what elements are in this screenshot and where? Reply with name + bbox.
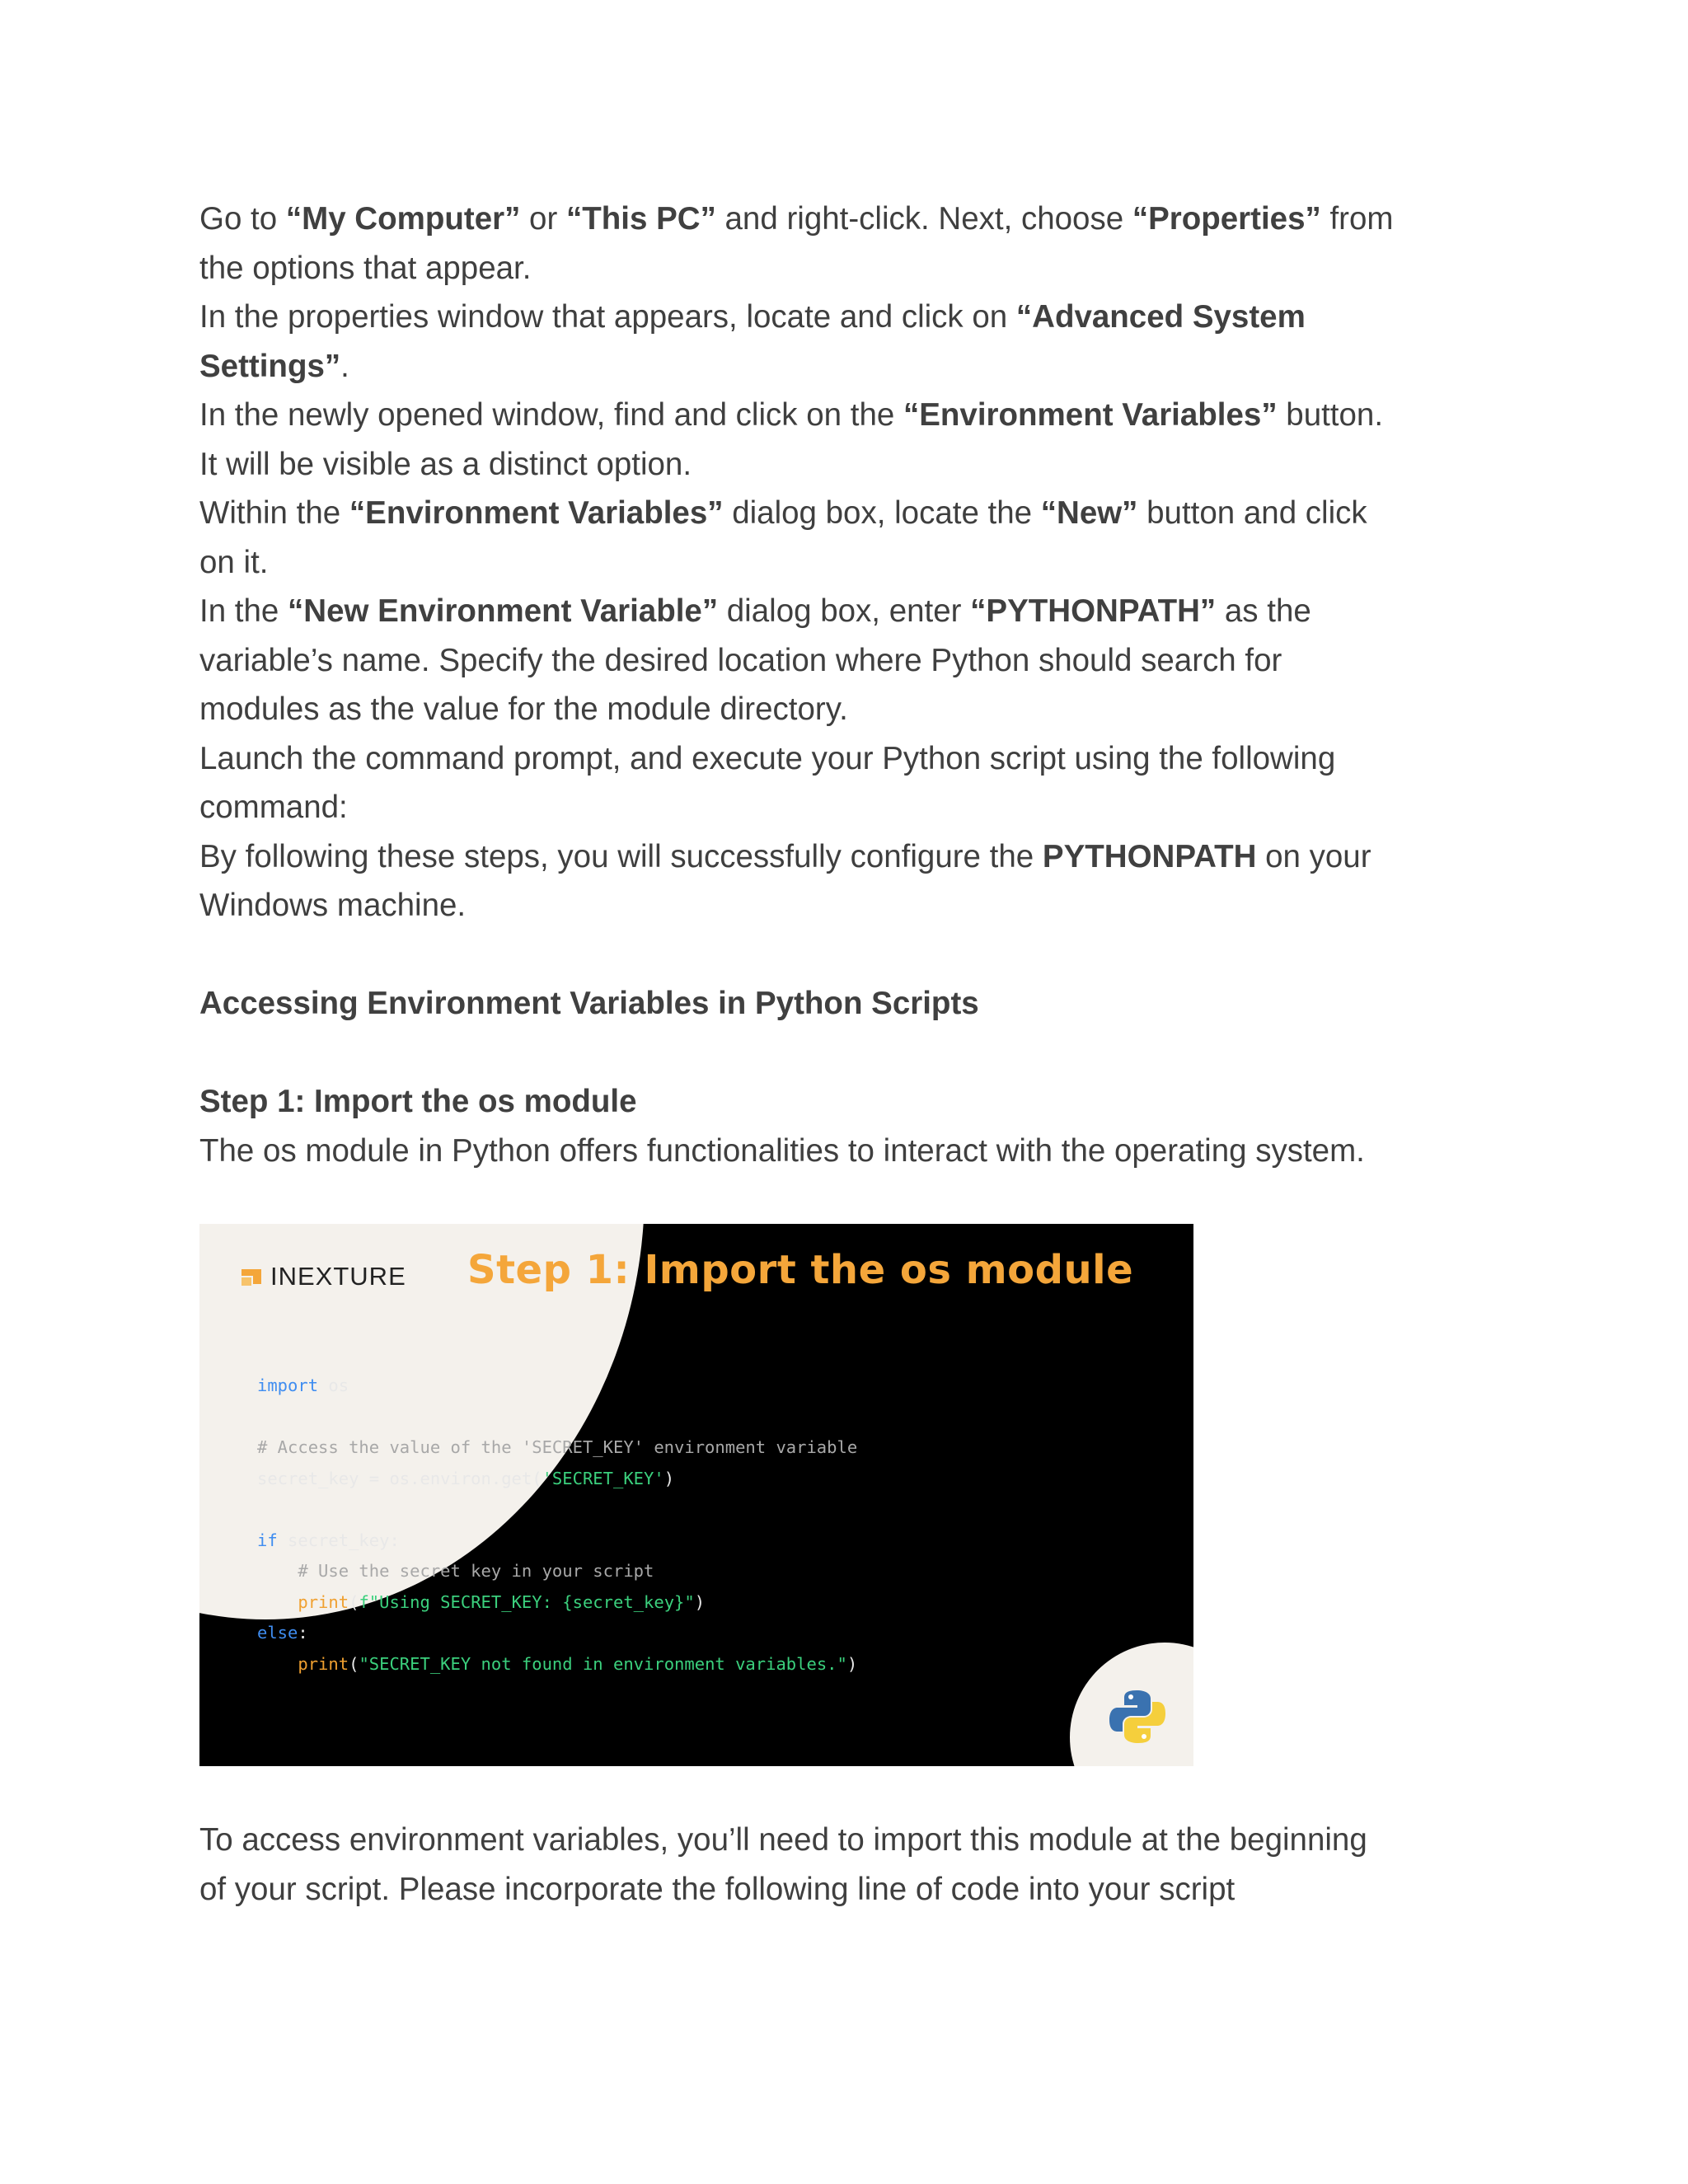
document-page [199,194,1493,1914]
code-figure [199,1224,1193,1766]
spacer [199,930,1493,980]
spacer [199,1029,1493,1078]
code-token: secret_key: [277,1530,400,1550]
step-paragraph-new-button: Within the “Environment Variables” dialog box, locate the “New” button and click on it. [199,495,1367,580]
code-token: secret_key = os.environ.get( [257,1468,542,1488]
summary-paragraph: By following these steps, you will successfully configure the PYTHONPATH on your Windows machine. [199,838,1372,923]
code-token: : [298,1623,308,1643]
closing-paragraph: To access environment variables, you’ll need to import this module at the beginning of your script. Please incorporate the following line of code into your script [199,1822,1367,1907]
code-comment: # Use the secret key in your script [257,1561,654,1581]
code-function: print [257,1653,349,1674]
step-heading: Step 1: Import the os module [199,1084,637,1119]
step-paragraph-env-variables: In the newly opened window, find and click on the “Environment Variables” button. It will be visible as a distinct option. [199,397,1384,482]
step-paragraph-command-prompt: Launch the command prompt, and execute your Python script using the following command: [199,740,1336,825]
figure-title: Step 1: Import the os module [467,1247,1134,1293]
code-string: "SECRET_KEY not found in environment variables." [359,1653,847,1674]
code-token: if [257,1530,278,1550]
code-token: else [257,1623,298,1643]
code-token: ) [663,1468,675,1488]
step-paragraph-my-computer: Go to “My Computer” or “This PC” and right-click. Next, choose “Properties” from the options that appear. [199,201,1394,286]
inexture-logo-icon [239,1264,264,1289]
step-description: The os module in Python offers functionalities to interact with the operating system. [199,1132,1365,1169]
step-paragraph-pythonpath: In the “New Environment Variable” dialog box, enter “PYTHONPATH” as the variable’s name. Specify the desired location where Python should search for modules as the value for the module directory. [199,593,1311,727]
python-logo-icon [1106,1685,1169,1748]
code-token: import [257,1376,319,1395]
code-string: f"Using SECRET_KEY: {secret_key}" [359,1591,695,1612]
step-paragraph-advanced-settings: In the properties window that appears, locate and click on “Advanced System Settings”. [199,299,1306,384]
code-token: ( [349,1591,359,1612]
section-heading: Accessing Environment Variables in Python Scripts [199,986,979,1021]
code-token: ) [694,1591,706,1612]
code-string: 'SECRET_KEY' [542,1468,664,1488]
logo-text: INEXTURE [270,1262,406,1291]
code-token: ( [349,1653,359,1674]
code-function: print [257,1591,349,1612]
code-token: ) [846,1653,858,1674]
code-token: os [318,1376,349,1395]
code-block [257,1371,857,1680]
code-comment: # Access the value of the 'SECRET_KEY' environment variable [257,1437,858,1457]
inexture-logo [239,1262,406,1291]
